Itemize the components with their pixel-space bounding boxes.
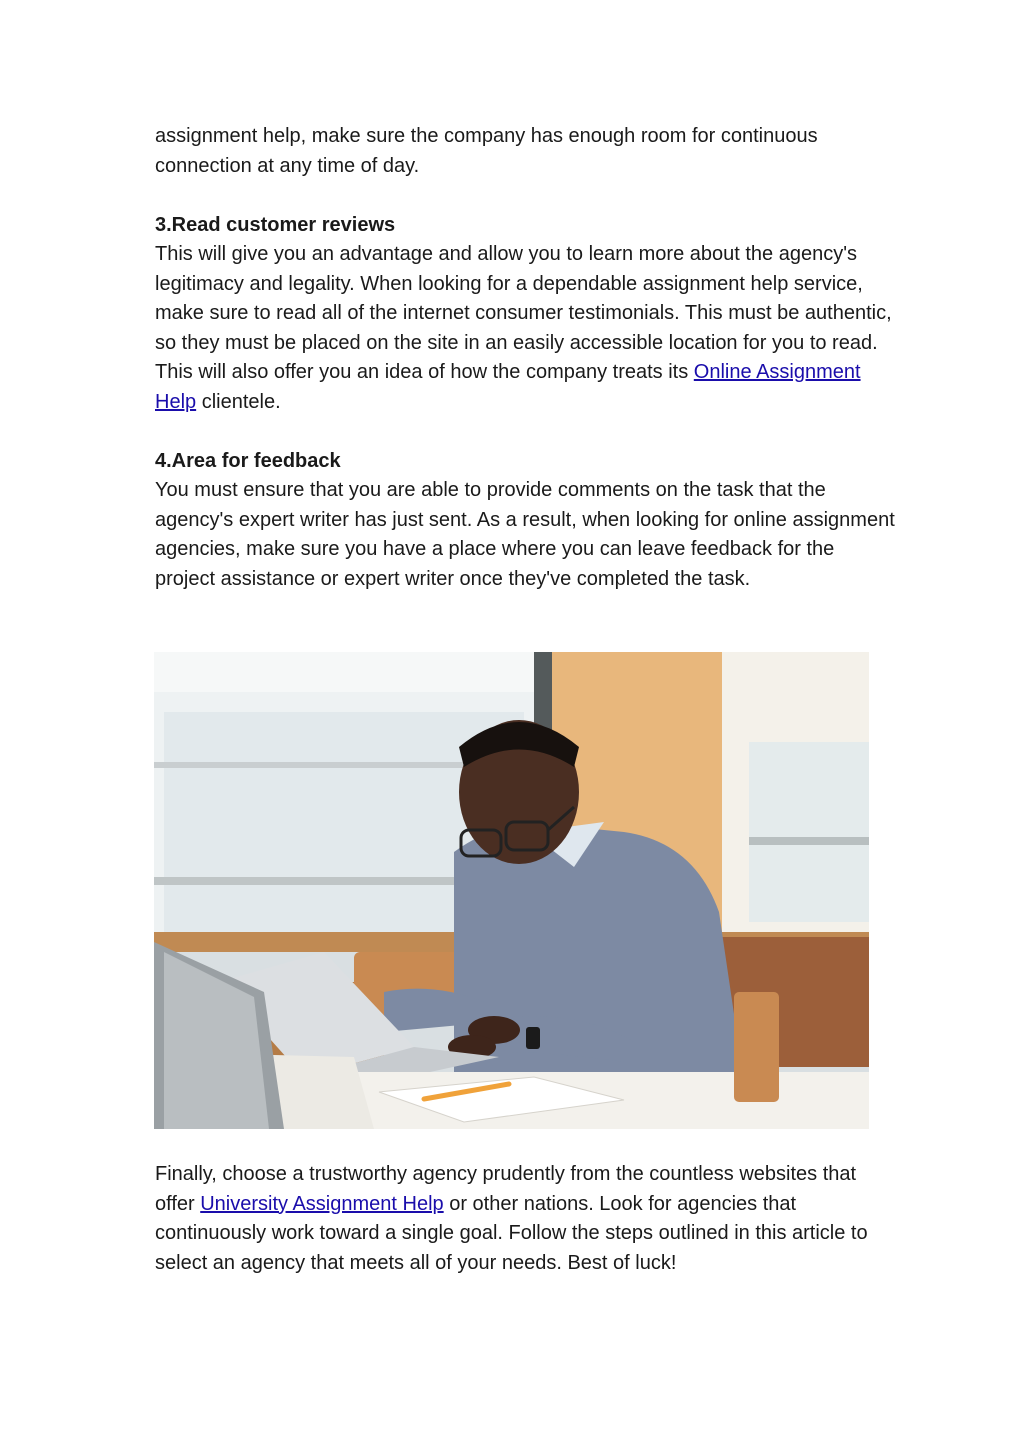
section-3-heading: 3.Read customer reviews xyxy=(155,213,396,236)
conclusion-paragraph xyxy=(155,1160,895,1278)
student-laptop-photo xyxy=(154,652,869,1129)
intro-paragraph: assignment help, make sure the company has enough room for continuous connection at any time of day. xyxy=(155,125,818,177)
conclusion-text: Finally, choose a trustworthy agency prudently from the countless websites that offer xyxy=(155,1163,857,1215)
section-3-text: This will give you an advantage and allow you to learn more about the agency's legitimacy and legality. When looking for a dependable assignment help service, make sure to read all of the internet consumer testimonials. This must be authentic, so they must be placed on the site in an easily accessible location for you to read. This will also offer you an idea of how the company treats its xyxy=(155,243,892,383)
university-assignment-help-link[interactable]: University Assignment Help xyxy=(200,1192,444,1215)
conclusion-section xyxy=(155,1160,895,1278)
section-3-paragraph xyxy=(155,240,895,417)
article-body xyxy=(155,122,895,594)
online-assignment-help-link[interactable]: Online Assignment Help xyxy=(155,361,861,413)
section-4-heading: 4.Area for feedback xyxy=(155,449,341,472)
section-3-text-end: clientele. xyxy=(196,390,281,413)
section-4-paragraph: You must ensure that you are able to provide comments on the task that the agency's expert writer has just sent. As a result, when looking for online assignment agencies, make sure you have a place where you can leave feedback for the project assistance or expert writer once they've completed the task. xyxy=(155,479,895,590)
conclusion-text-end: or other nations. Look for agencies that continuously work toward a single goal. Follow the steps outlined in this article to select an agency that meets all of your needs. Best of luck! xyxy=(155,1192,868,1274)
